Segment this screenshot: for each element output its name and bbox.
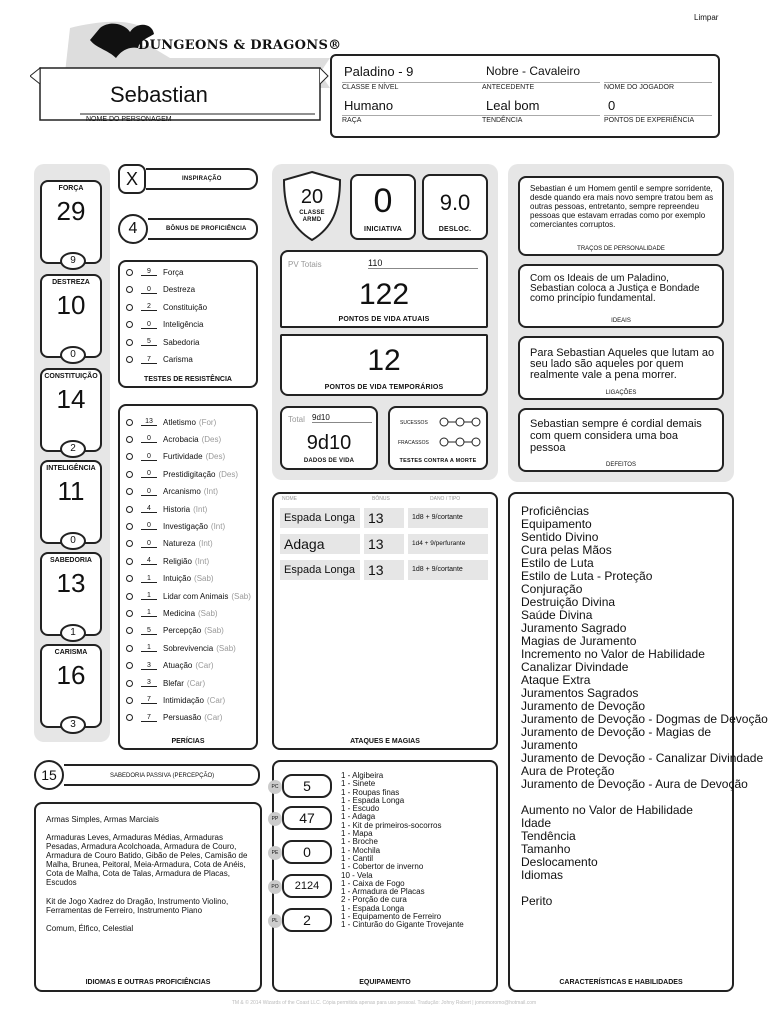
death-saves-label: TESTES CONTRA A MORTE xyxy=(399,458,477,464)
skills-row xyxy=(126,415,216,429)
skills-row xyxy=(126,432,221,446)
skills-name: Natureza xyxy=(163,539,196,549)
class-level-label: CLASSE E NÍVEL xyxy=(342,82,482,91)
skills-value[interactable]: 3 xyxy=(141,679,157,687)
skills-ability: (For) xyxy=(198,417,217,427)
attribute-modifier[interactable]: 0 xyxy=(60,532,86,550)
proficiency-checkbox[interactable] xyxy=(126,645,133,652)
skills-label: PERÍCIAS xyxy=(171,738,205,745)
skills-row xyxy=(126,519,225,533)
proficiency-checkbox[interactable] xyxy=(126,523,133,530)
xp-label: PONTOS DE EXPERIÊNCIA xyxy=(604,115,712,124)
feature-item: Juramentos Sagrados xyxy=(521,686,639,700)
skills-row xyxy=(126,485,218,499)
initiative-box xyxy=(350,174,416,240)
coin-label: PP xyxy=(268,812,282,826)
attack-damage[interactable]: 1d4 + 9/perfurante xyxy=(408,534,488,554)
hit-dice-value[interactable]: 9d10 xyxy=(306,432,352,454)
skills-row xyxy=(126,676,205,690)
inspiration-box[interactable]: X xyxy=(118,164,146,194)
character-name[interactable]: Sebastian xyxy=(110,82,208,107)
saves-value[interactable]: 0 xyxy=(141,321,157,329)
footer-copyright: TM & © 2014 Wizards of the Coast LLC. Cópia permitida apenas para uso pessoal. Tradução: Johny Robert | jomomoromo@hotmail.com xyxy=(231,1000,537,1006)
skills-row xyxy=(126,606,218,620)
skills-name: Intimidação xyxy=(163,695,204,705)
skills-name: Acrobacia xyxy=(163,434,199,444)
bonds-box xyxy=(518,336,724,400)
skills-ability: (Sab) xyxy=(216,643,236,653)
tool-proficiencies[interactable]: Kit de Jogo Xadrez do Dragão, Instrumento Violino, Ferramentas de Ferreiro, Instrumento Piano xyxy=(46,897,229,915)
proficiency-checkbox[interactable] xyxy=(126,697,133,704)
skills-name: Historia xyxy=(163,504,191,514)
skills-ability: (Int) xyxy=(210,521,226,531)
proficiency-checkbox[interactable] xyxy=(126,593,133,600)
skills-row xyxy=(126,572,214,586)
skills-ability: (Sab) xyxy=(194,574,214,584)
armor-class-value[interactable]: 20 xyxy=(300,186,324,208)
proficiency-label: BÔNUS DE PROFICIÊNCIA xyxy=(166,226,247,232)
skills-value[interactable]: 4 xyxy=(141,557,157,565)
death-failures-label: FRACASSOS xyxy=(398,440,429,446)
equipment-label: EQUIPAMENTO xyxy=(359,979,411,986)
attack-col-damage: DANO / TIPO xyxy=(430,496,461,502)
skills-name: Sobrevivencia xyxy=(163,643,214,653)
attack-col-name: NOME xyxy=(282,496,297,502)
inspiration-label-box xyxy=(146,168,258,190)
equipment-item: 2 - Porção de cura xyxy=(341,895,407,905)
alignment-value[interactable]: Leal bom xyxy=(486,98,540,113)
attack-bonus[interactable]: 13 xyxy=(364,534,404,554)
skills-row xyxy=(126,450,225,464)
skills-ability: (Des) xyxy=(201,434,222,444)
proficiency-checkbox[interactable] xyxy=(126,436,133,443)
equipment-item: 1 - Algibeira xyxy=(341,771,384,780)
coin-label: PC xyxy=(268,780,282,794)
saves-value[interactable]: 2 xyxy=(141,303,157,311)
skills-row xyxy=(126,554,209,568)
skills-value[interactable]: 0 xyxy=(141,488,157,496)
skills-ability: (Int) xyxy=(193,504,208,514)
proficiency-checkbox[interactable] xyxy=(126,356,133,363)
attribute-wisdom xyxy=(40,552,102,636)
skills-ability: (Car) xyxy=(206,695,226,705)
saves-value[interactable]: 5 xyxy=(141,338,157,346)
feature-item: Estilo de Luta - Proteção xyxy=(521,569,653,583)
equipment-item: 1 - Adaga xyxy=(341,812,376,822)
proficiency-checkbox[interactable] xyxy=(126,558,133,565)
hit-dice-total-value[interactable]: 9d10 xyxy=(312,413,372,423)
clear-button[interactable]: Limpar xyxy=(694,13,719,22)
feature-item: Canalizar Divindade xyxy=(521,660,629,674)
proficiency-checkbox[interactable] xyxy=(126,680,133,687)
feature-item: Idade xyxy=(521,816,552,830)
equipment-item: 1 - Caixa de Fogo xyxy=(341,878,405,888)
proficiency-checkbox[interactable] xyxy=(126,419,133,426)
current-hp-label: PONTOS DE VIDA ATUAIS xyxy=(338,316,430,323)
saves-value[interactable]: 7 xyxy=(141,356,157,364)
race-value[interactable]: Humano xyxy=(344,98,394,113)
coin-value[interactable]: 47 xyxy=(282,806,332,830)
feature-item: Equipamento xyxy=(521,517,592,531)
skills-name: Prestidigitação xyxy=(163,469,216,479)
equipment-item: 1 - Escudo xyxy=(341,804,380,814)
skills-name: Investigação xyxy=(163,521,208,531)
saves-row xyxy=(126,300,207,314)
attribute-name: FORÇA xyxy=(58,185,84,192)
saves-row xyxy=(126,318,203,332)
attribute-score[interactable]: 10 xyxy=(56,290,86,320)
skills-name: Furtividade xyxy=(163,452,203,462)
equipment-item: 1 - Armadura de Placas xyxy=(341,887,425,897)
ideals-text[interactable]: Com os Ideais de um Paladino, Sebastian coloca a Justiça e Bondade como princípio fundamental. xyxy=(530,273,700,304)
attack-damage[interactable]: 1d8 + 9/cortante xyxy=(408,560,488,580)
attribute-strength xyxy=(40,180,102,264)
passive-perception-value[interactable]: 15 xyxy=(34,760,64,790)
attribute-charisma xyxy=(40,644,102,728)
feature-item: Conjuração xyxy=(521,582,583,596)
attribute-modifier[interactable]: 2 xyxy=(60,440,86,458)
saves-name: Carisma xyxy=(163,355,193,364)
death-success-checkboxes[interactable] xyxy=(438,416,482,428)
death-saves-box xyxy=(388,406,488,470)
armor-proficiencies[interactable]: Armaduras Leves, Armaduras Médias, Armaduras Pesadas, Armadura Acolchoada, Armadura de Couro, Armadura de Couro Batido, Gibão de Peles, Camisão de Malha, Brunea, Peitoral, Meia-Armadura, Cota de Anéis, Cota de Malha, Cota de Talas, Armadura de Placas, Escudos xyxy=(46,833,248,887)
coin-value[interactable]: 2124 xyxy=(282,874,332,898)
passive-perception-label-box xyxy=(64,764,260,786)
attack-name[interactable]: Espada Longa xyxy=(280,560,360,580)
skills-value[interactable]: 4 xyxy=(141,505,157,513)
skills-ability: (Sab) xyxy=(204,626,224,636)
saves-row xyxy=(126,283,195,297)
flaws-text[interactable]: Sebastian sempre é cordial demais com quem considera uma boa pessoa xyxy=(530,418,702,454)
equipment-item: 1 - Roupas finas xyxy=(341,787,400,797)
proficiency-checkbox[interactable] xyxy=(126,506,133,513)
feature-item: Incremento no Valor de Habilidade xyxy=(521,647,705,661)
equipment-item: 1 - Broche xyxy=(341,837,378,847)
attack-name[interactable]: Espada Longa xyxy=(280,508,360,528)
skills-name: Arcanismo xyxy=(163,487,201,497)
skills-value[interactable]: 13 xyxy=(141,418,157,426)
feature-item xyxy=(521,882,768,895)
attacks-box xyxy=(272,492,498,750)
skills-ability: (Sab) xyxy=(231,591,251,601)
ideals-label: IDEAIS xyxy=(611,318,631,324)
proficiencies-label: IDIOMAS E OUTRAS PROFICIÊNCIAS xyxy=(85,979,211,986)
feature-item: Juramento de Devoção - Dogmas de Devoção xyxy=(521,712,768,726)
equipment-item: 1 - Mapa xyxy=(341,829,373,839)
skills-row xyxy=(126,641,236,655)
equipment-item: 10 - Vela xyxy=(341,870,373,880)
coin-value[interactable]: 5 xyxy=(282,774,332,798)
skills-row xyxy=(126,502,207,516)
feature-item: Deslocamento xyxy=(521,855,598,869)
armor-class-label: CLASSE ARMD xyxy=(299,210,325,223)
feature-item: Tendência xyxy=(521,829,576,843)
speed-label: DESLOC. xyxy=(438,226,472,233)
skills-value[interactable]: 5 xyxy=(141,627,157,635)
proficiency-checkbox[interactable] xyxy=(126,269,133,276)
saves-row xyxy=(126,353,193,367)
saves-name: Sabedoria xyxy=(163,337,200,347)
skills-value[interactable]: 7 xyxy=(141,714,157,722)
skills-name: Atletismo xyxy=(163,417,196,427)
alignment-label: TENDÊNCIA xyxy=(482,115,600,124)
skills-row xyxy=(126,711,222,725)
equipment-item: 1 - Equipamento de Ferreiro xyxy=(341,912,442,922)
attribute-modifier[interactable]: 1 xyxy=(60,624,86,642)
proficiency-checkbox[interactable] xyxy=(126,610,133,617)
player-name-label: NOME DO JOGADOR xyxy=(604,82,712,91)
attribute-score[interactable]: 16 xyxy=(56,660,86,690)
header-banner xyxy=(30,18,330,138)
proficiency-checkbox[interactable] xyxy=(126,453,133,460)
coin-label: PE xyxy=(268,846,282,860)
saves-value[interactable]: 0 xyxy=(141,286,157,294)
background-label: ANTECEDENTE xyxy=(482,82,600,91)
background-value[interactable]: Nobre - Cavaleiro xyxy=(486,64,581,78)
feature-item: Juramento de Devoção - Canalizar Divindade xyxy=(521,751,764,765)
current-hp-box xyxy=(280,250,488,328)
ideals-box xyxy=(518,264,724,328)
skills-ability: (Int) xyxy=(194,556,210,566)
attack-name[interactable]: Adaga xyxy=(280,534,360,554)
proficiency-checkbox[interactable] xyxy=(126,339,133,346)
skills-row xyxy=(126,589,251,603)
skills-value[interactable]: 7 xyxy=(141,696,157,704)
proficiency-checkbox[interactable] xyxy=(126,540,133,547)
skills-name: Intuição xyxy=(163,574,192,584)
skills-ability: (Car) xyxy=(186,678,206,688)
character-name-label: NOME DO PERSONAGEM xyxy=(86,116,172,123)
feature-item: Aura de Proteção xyxy=(521,764,615,778)
attack-bonus[interactable]: 13 xyxy=(364,508,404,528)
skills-value[interactable]: 0 xyxy=(141,540,157,548)
traits-box xyxy=(518,176,724,256)
saves-name: Inteligência xyxy=(163,320,204,329)
equipment-item: 1 - Cinturão do Gigante Trovejante xyxy=(341,920,464,930)
skills-row xyxy=(126,467,238,481)
proficiency-bonus[interactable]: 4 xyxy=(118,214,148,244)
attack-damage[interactable]: 1d8 + 9/cortante xyxy=(408,508,488,528)
traits-text[interactable]: Sebastian é um Homem gentil e sempre sorridente, desde quando era mais novo sempre tratou bem as outras pessoas, entretanto, sempre repreendeu pessoas que estavam erradas como por exemplo comerciantes corruptos. xyxy=(530,184,714,229)
skills-name: Persuasão xyxy=(163,713,202,723)
feature-item: Perito xyxy=(521,894,553,908)
feature-item: Juramento de Devoção - Aura de Devoção xyxy=(521,777,748,791)
proficiency-checkbox[interactable] xyxy=(126,627,133,634)
xp-value[interactable]: 0 xyxy=(608,98,616,113)
coin-label: PO xyxy=(268,880,282,894)
languages[interactable]: Comum, Élfico, Celestial xyxy=(46,924,134,933)
passive-perception-label: SABEDORIA PASSIVA (PERCEPÇÃO) xyxy=(110,773,215,779)
feature-item: Idiomas xyxy=(521,868,564,882)
coin-value[interactable]: 0 xyxy=(282,840,332,864)
skills-ability: (Int) xyxy=(203,487,219,497)
attribute-modifier[interactable]: 3 xyxy=(60,716,86,734)
feature-item: Juramento de Devoção - Magias de Juramento xyxy=(521,725,712,752)
feature-item: Cura pelas Mãos xyxy=(521,543,612,557)
skills-ability: (Des) xyxy=(218,469,239,479)
equipment-item: 1 - Kit de primeiros-socorros xyxy=(341,820,442,830)
feature-item: Tamanho xyxy=(521,842,571,856)
race-label: RAÇA xyxy=(342,115,482,124)
initiative-value[interactable]: 0 xyxy=(373,182,393,220)
skills-value[interactable]: 0 xyxy=(141,435,157,443)
temp-hp-box xyxy=(280,334,488,396)
features-list[interactable] xyxy=(521,505,768,908)
skills-row xyxy=(126,659,214,673)
hit-dice-box xyxy=(280,406,378,470)
proficiency-checkbox[interactable] xyxy=(126,321,133,328)
proficiency-checkbox[interactable] xyxy=(126,471,133,478)
death-successes-label: SUCESSOS xyxy=(400,420,428,426)
attribute-score[interactable]: 29 xyxy=(56,196,86,226)
proficiency-checkbox[interactable] xyxy=(126,488,133,495)
skills-value[interactable]: 0 xyxy=(141,470,157,478)
saves-name: Destreza xyxy=(163,285,196,294)
flaws-box xyxy=(518,408,724,472)
equipment-item: 1 - Sinete xyxy=(341,779,376,789)
death-failure-checkboxes[interactable] xyxy=(438,436,482,448)
skills-name: Blefar xyxy=(163,678,184,688)
feature-item: Ataque Extra xyxy=(521,673,591,687)
temp-hp-label: PONTOS DE VIDA TEMPORÁRIOS xyxy=(324,384,444,391)
attribute-modifier[interactable]: 9 xyxy=(60,252,86,270)
proficiency-checkbox[interactable] xyxy=(126,286,133,293)
class-level-value[interactable]: Paladino - 9 xyxy=(344,64,414,79)
bonds-label: LIGAÇÕES xyxy=(605,390,637,396)
attribute-score[interactable]: 11 xyxy=(57,476,85,506)
hit-dice-total-label: Total xyxy=(288,415,305,424)
equipment-item: 1 - Mochila xyxy=(341,845,381,855)
saving-throws-label: TESTES DE RESISTÊNCIA xyxy=(144,376,232,383)
saves-row xyxy=(126,335,199,349)
equipment-item: 1 - Cobertor de inverno xyxy=(341,862,424,872)
character-info-box xyxy=(330,54,720,138)
speed-box xyxy=(422,174,488,240)
attacks-label: ATAQUES E MAGIAS xyxy=(350,738,420,745)
skills-row xyxy=(126,624,224,638)
skills-value[interactable]: 1 xyxy=(141,592,157,600)
saves-row xyxy=(126,265,183,279)
attribute-intelligence xyxy=(40,460,102,544)
max-hp-label: PV Totais xyxy=(288,260,322,269)
attribute-modifier[interactable]: 0 xyxy=(60,346,86,364)
speed-value[interactable]: 9.0 xyxy=(439,190,471,215)
skills-ability: (Int) xyxy=(198,539,213,549)
attack-col-bonus: BÔNUS xyxy=(372,496,390,502)
weapon-proficiencies[interactable]: Armas Simples, Armas Marciais xyxy=(46,815,159,824)
max-hp-value[interactable]: 110 xyxy=(368,258,478,269)
attribute-constitution xyxy=(40,368,102,452)
inspiration-label: INSPIRAÇÃO xyxy=(182,176,222,182)
proficiency-label-box xyxy=(148,218,258,240)
attribute-score[interactable]: 14 xyxy=(56,384,86,414)
skills-row xyxy=(126,693,225,707)
traits-label: TRAÇOS DE PERSONALIDADE xyxy=(577,246,665,252)
skills-row xyxy=(126,537,213,551)
coin-label: PL xyxy=(268,914,282,928)
feature-item: Proficiências xyxy=(521,504,590,518)
current-hp-value[interactable]: 122 xyxy=(358,278,410,311)
attribute-name: CARISMA xyxy=(54,649,88,656)
skills-ability: (Sab) xyxy=(198,608,218,618)
attribute-name: SABEDORIA xyxy=(49,557,92,564)
attribute-name: DESTREZA xyxy=(52,279,90,286)
skills-name: Religião xyxy=(163,556,192,566)
saves-name: Constituição xyxy=(163,302,208,312)
feature-item: Juramento de Devoção xyxy=(521,699,646,713)
proficiency-checkbox[interactable] xyxy=(126,662,133,669)
skills-value[interactable]: 1 xyxy=(141,644,157,652)
temp-hp-value[interactable]: 12 xyxy=(367,344,401,377)
skills-value[interactable]: 1 xyxy=(141,575,157,583)
equipment-item: 1 - Espada Longa xyxy=(341,903,405,913)
feature-item: Magias de Juramento xyxy=(521,634,637,648)
hit-dice-label: DADOS DE VIDA xyxy=(303,458,355,464)
attribute-score[interactable]: 13 xyxy=(56,568,86,598)
saves-value[interactable]: 9 xyxy=(141,268,157,276)
skills-ability: (Car) xyxy=(195,661,214,671)
equipment-list[interactable] xyxy=(341,772,464,930)
feature-item: Juramento Sagrado xyxy=(521,621,627,635)
skills-name: Atuação xyxy=(163,661,193,671)
attribute-name: INTELIGÊNCIA xyxy=(46,465,96,472)
bonds-text[interactable]: Para Sebastian Aqueles que lutam ao seu lado são aqueles por quem realmente vale a pena morrer. xyxy=(530,347,715,381)
proficiency-checkbox[interactable] xyxy=(126,575,133,582)
equipment-item: 1 - Cantil xyxy=(341,853,374,863)
initiative-label: INICIATIVA xyxy=(364,226,402,233)
feature-item: Sentido Divino xyxy=(521,530,599,544)
equipment-item: 1 - Espada Longa xyxy=(341,795,405,805)
skills-value[interactable]: 1 xyxy=(141,609,157,617)
skills-value[interactable]: 0 xyxy=(141,522,157,530)
skills-name: Medicina xyxy=(163,608,196,618)
feature-item: Aumento no Valor de Habilidade xyxy=(521,803,693,817)
proficiency-checkbox[interactable] xyxy=(126,304,133,311)
attack-bonus[interactable]: 13 xyxy=(364,560,404,580)
feature-item: Destruição Divina xyxy=(521,595,616,609)
flaws-label: DEFEITOS xyxy=(606,462,636,468)
skills-value[interactable]: 0 xyxy=(141,453,157,461)
saves-name: Força xyxy=(163,267,184,277)
logo-text: DUNGEONS & DRAGONS® xyxy=(138,38,342,53)
feature-item: Estilo de Luta xyxy=(521,556,594,570)
skills-ability: (Des) xyxy=(205,452,226,462)
skills-name: Lidar com Animais xyxy=(163,591,229,601)
feature-item: Saúde Divina xyxy=(521,608,593,622)
skills-name: Percepção xyxy=(163,626,202,636)
features-label: CARACTERÍSTICAS E HABILIDADES xyxy=(559,979,683,986)
proficiency-checkbox[interactable] xyxy=(126,714,133,721)
attribute-name: CONSTITUIÇÃO xyxy=(44,373,98,380)
skills-ability: (Car) xyxy=(204,713,223,723)
attribute-dexterity xyxy=(40,274,102,358)
skills-value[interactable]: 3 xyxy=(141,662,157,670)
coin-value[interactable]: 2 xyxy=(282,908,332,932)
